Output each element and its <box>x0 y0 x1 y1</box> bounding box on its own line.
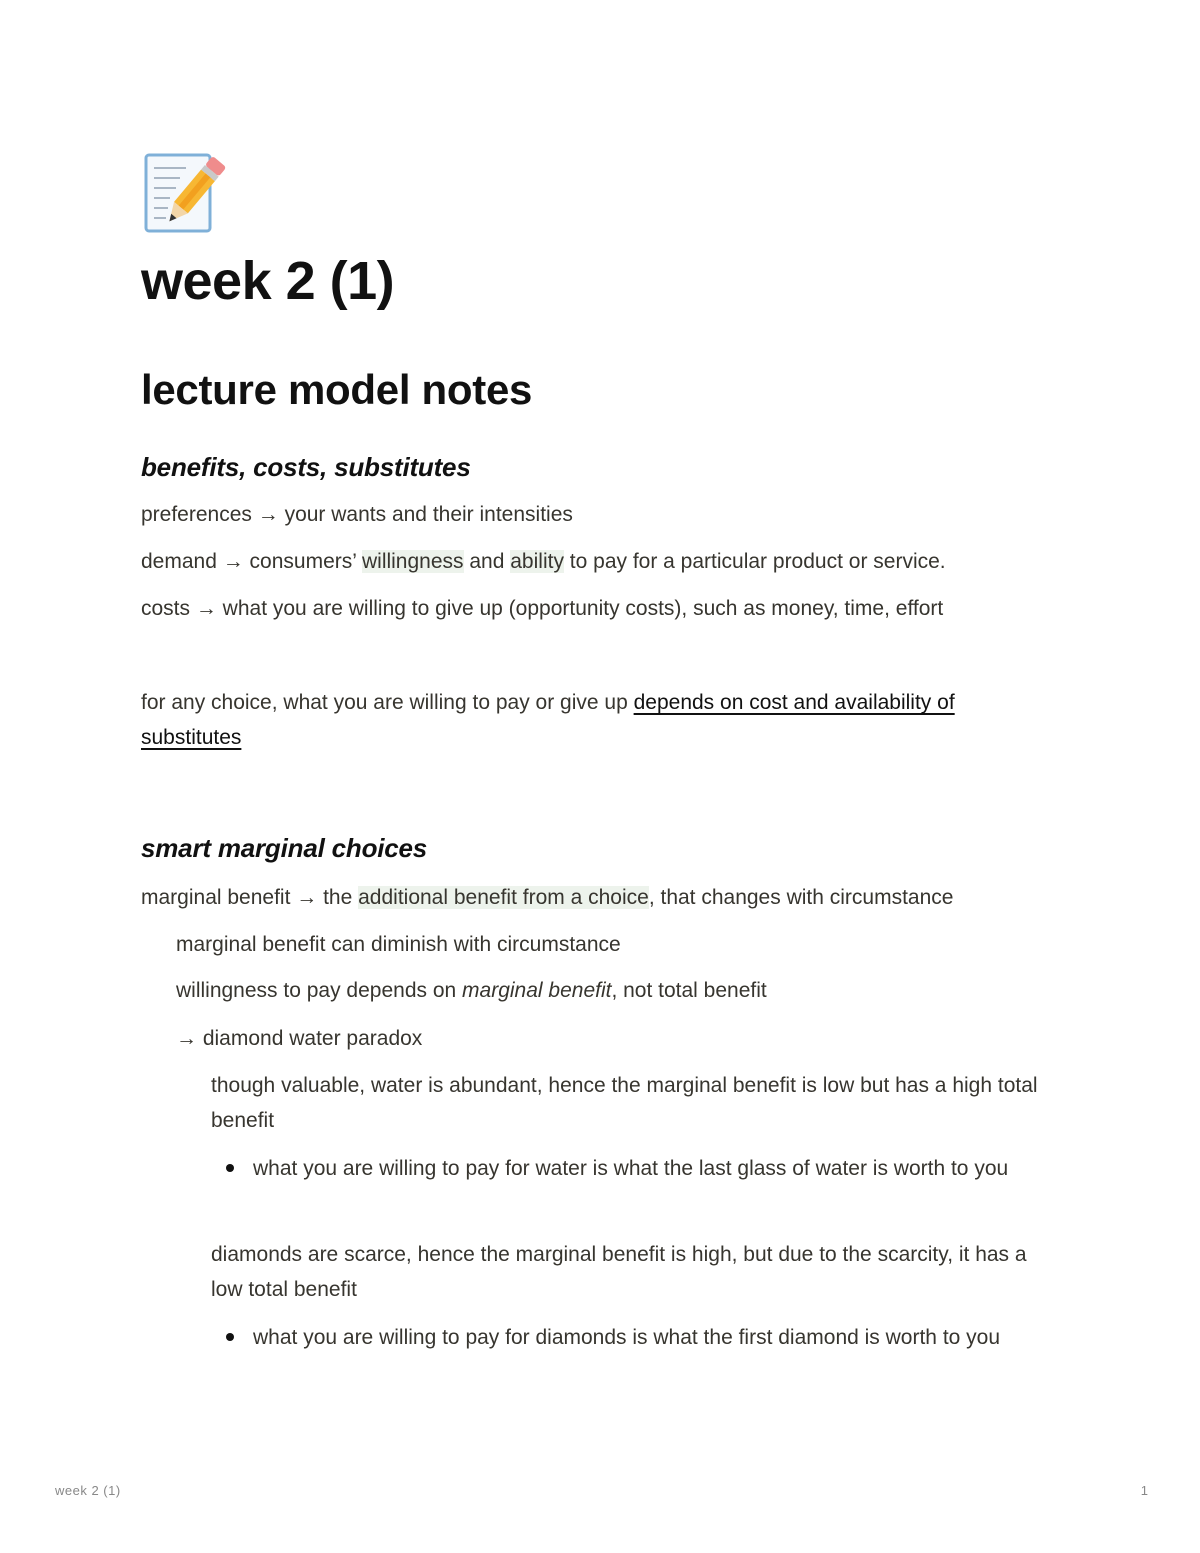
preferences-line: preferences → your wants and their intensities <box>141 503 573 526</box>
willingness-line: willingness to pay depends on marginal benefit, not total benefit <box>176 979 767 1002</box>
emphasis-marginal-benefit: marginal benefit <box>462 979 612 1002</box>
footer-doc-title: week 2 (1) <box>55 1483 121 1498</box>
footer-page-number: 1 <box>1140 1483 1148 1498</box>
bullet-text-diamonds: what you are willing to pay for diamonds is what the first diamond is worth to you <box>253 1326 1001 1349</box>
highlight-willingness: willingness <box>361 550 464 573</box>
diminish-line: marginal benefit can diminish with circumstance <box>176 933 621 956</box>
page-title: week 2 (1) <box>141 251 395 311</box>
water-paragraph: though valuable, water is abundant, hence the marginal benefit is low but has a high total benefit <box>211 1074 1038 1132</box>
paradox-line: → diamond water paradox <box>176 1027 423 1050</box>
heading-smart-marginal: smart marginal choices <box>141 833 428 863</box>
underline-substitutes: substitutes <box>141 726 242 749</box>
heading-lecture-notes: lecture model notes <box>141 366 533 413</box>
underline-depends: depends on cost and availability of <box>633 691 955 714</box>
highlight-additional-benefit: additional benefit from a choice <box>358 886 649 909</box>
highlight-ability: ability <box>510 550 564 573</box>
diamonds-paragraph: diamonds are scarce, hence the marginal benefit is high, but due to the scarcity, it has a low total benefit <box>211 1243 1027 1301</box>
bullet-text-water: what you are willing to pay for water is what the last glass of water is worth to you <box>253 1157 1009 1180</box>
bullet-icon <box>226 1333 234 1341</box>
memo-pencil-icon <box>142 152 228 234</box>
marginal-benefit-line: marginal benefit → the additional benefit from a choice, that changes with circumstance <box>141 886 954 909</box>
costs-line: costs → what you are willing to give up (opportunity costs), such as money, time, effort <box>141 597 944 620</box>
bullet-icon <box>226 1164 234 1172</box>
choice-paragraph: for any choice, what you are willing to pay or give up depends on cost and availability of substitutes <box>141 691 955 749</box>
demand-line: demand → consumers’ willingness and ability to pay for a particular product or service. <box>141 550 946 573</box>
heading-benefits-costs: benefits, costs, substitutes <box>141 452 471 482</box>
